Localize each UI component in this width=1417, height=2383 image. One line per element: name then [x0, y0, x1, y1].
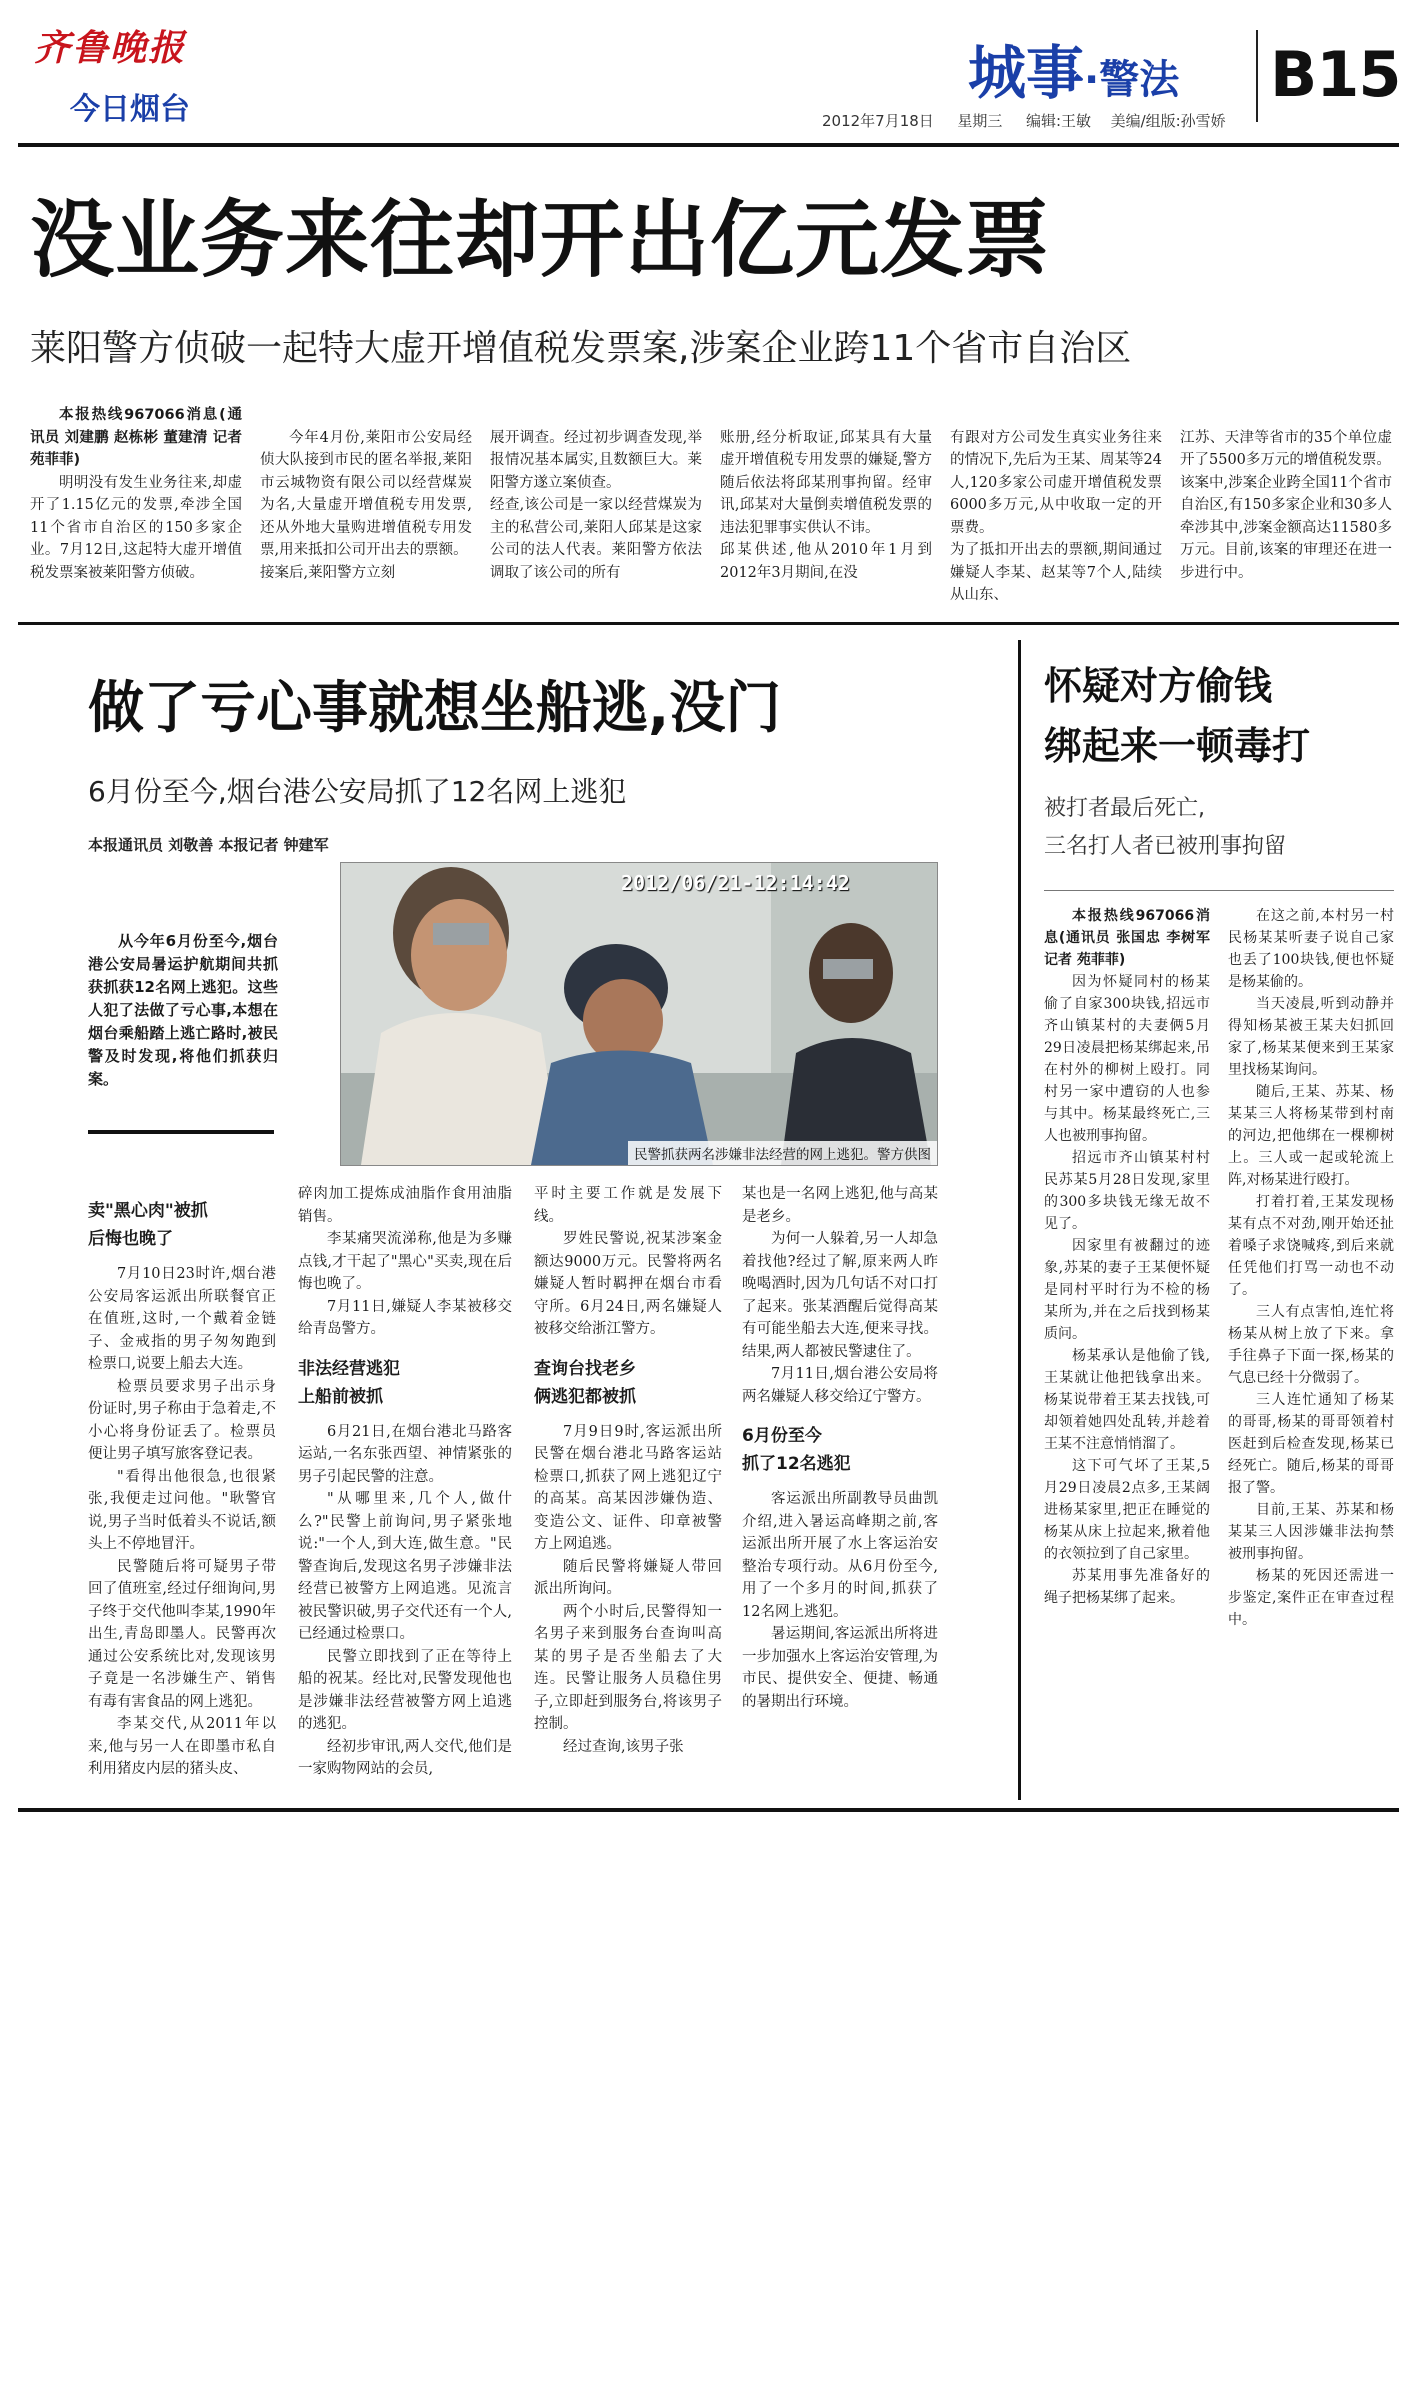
story3-paragraph: 杨某承认是他偷了钱,王某就让他把钱拿出来。杨某说带着王某去找钱,可却领着她四处乱转,并趁着王某不注意悄悄溜了。 [1044, 1348, 1210, 1452]
story2-byline: 本报通讯员 刘敬善 本报记者 钟建军 [88, 836, 329, 854]
story1-column-3 [490, 404, 702, 594]
photo-caption: 民警抓获两名涉嫌非法经营的网上逃犯。警方供图 [628, 1141, 937, 1165]
story2-subhead: 6月份至今,烟台港公安局抓了12名网上逃犯 [88, 775, 627, 808]
story3-paragraph: 因家里有被翻过的迹象,苏某的妻子王某便怀疑是同村平时行为不检的杨某所为,并在之后找到杨某质问。 [1044, 1238, 1210, 1342]
story3-headline-line2: 绑起来一顿毒打 [1044, 724, 1311, 768]
story2-paragraph: 碎肉加工提炼成油脂作食用油脂销售。 [298, 1186, 512, 1225]
story3-headline [1044, 656, 1394, 776]
story3-headline-line1: 怀疑对方偷钱 [1044, 664, 1273, 708]
story3-column-2 [1228, 905, 1394, 1795]
page-bottom-rule [18, 1808, 1399, 1812]
designer: 美编/组版:孙雪娇 [1110, 112, 1226, 130]
story2-paragraph: 7月10日23时许,烟台港公安局客运派出所联餐官正在值班,这时,一个戴着金链子、金戒指的男子匆匆跑到检票口,说要上船去大连。 [88, 1266, 276, 1372]
story2-paragraph: 检票员要求男子出示身份证时,男子称由于急着走,不小心将身份证丢了。检票员便让男子填写旅客登记表。 [88, 1378, 276, 1462]
story3-paragraph: 因为怀疑同村的杨某偷了自家300块钱,招远市齐山镇某村的夫妻俩5月29日凌晨把杨某绑起来,吊在村外的柳树上殴打。同村另一家中遭窃的人也参与其中。杨某最终死亡,三人也被刑事拘留。 [1044, 974, 1210, 1144]
story2-paragraph: 民警随后将可疑男子带回了值班室,经过仔细询问,男子终于交代他叫李某,1990年出生,青岛即墨人。民警再次通过公安系统比对,发现该男子竟是一名涉嫌生产、销售有毒有害食品的网上逃犯。 [88, 1558, 276, 1710]
story2-paragraph: "从哪里来,几个人,做什么?"民警上前询问,男子紧张地说:"一个人,到大连,做生意。"民警查询后,发现这名男子涉嫌非法经营已被警方上网追逃。见流言被民警识破,男子交代还有一个人,已经通过检票口。 [298, 1491, 512, 1642]
story3-paragraph: 当天凌晨,听到动静并得知杨某被王某夫妇抓回家了,杨某某便来到王某家里找杨某询问。 [1228, 996, 1394, 1078]
story1-column-2 [260, 404, 472, 594]
date: 2012年7月18日 [822, 112, 934, 130]
section-divider [1256, 30, 1258, 122]
page-number: B15 [1270, 38, 1401, 111]
story1-column-6 [1180, 404, 1392, 594]
story3-paragraph: 杨某的死因还需进一步鉴定,案件正在审查过程中。 [1228, 1568, 1394, 1628]
story2-paragraph: "看得出他很急,也很紧张,我便走过问他。"耿警官说,男子当时低着头不说话,额头上不停地冒汗。 [88, 1468, 276, 1552]
story2-subhead-2: 非法经营逃犯 上船前被抓 [298, 1358, 400, 1407]
story2-paragraph: 7月11日,嫌疑人李某被移交给青岛警方。 [298, 1298, 512, 1337]
story3-paragraph: 苏某用事先准备好的绳子把杨某绑了起来。 [1044, 1568, 1210, 1606]
story1-column-4 [720, 404, 932, 594]
story-divider [1018, 640, 1021, 1800]
story2-column-4 [742, 1183, 938, 1793]
story2-subhead-3: 查询台找老乡 俩逃犯都被抓 [534, 1358, 636, 1407]
story1-bottom-rule [18, 622, 1399, 625]
story1-column-5 [950, 404, 1162, 603]
story1-paragraph: 展开调查。经过初步调查发现,举报情况基本属实,且数额巨大。莱阳警方遂立案侦查。 经查,该公司是一家以经营煤炭为主的私营公司,莱阳人邱某是这家公司的法人代表。莱阳警方依法调取了该公司的所有 [490, 429, 702, 581]
story2-paragraph: 民警立即找到了正在等待上船的祝某。经比对,民警发现他也是涉嫌非法经营被警方网上追逃的逃犯。 [298, 1648, 512, 1732]
section-title [968, 26, 1180, 107]
story3-subhead-line2: 三名打人者已被刑事拘留 [1044, 834, 1287, 859]
story3-paragraph: 三人有点害怕,连忙将杨某从树上放了下来。拿手往鼻子下面一探,杨某的气息已经十分微弱了。 [1228, 1304, 1394, 1386]
story2-intro-text: 从今年6月份至今,烟台港公安局暑运护航期间共抓获抓获12名网上逃犯。这些人犯了法做了亏心事,本想在烟台乘船踏上逃亡路时,被民警及时发现,将他们抓获归案。 [88, 932, 278, 1088]
story1-byline: 本报热线967066消息(通讯员 刘建鹏 赵栋彬 董建清 记者 苑菲菲) [30, 407, 242, 468]
story2-paragraph: 经过查询,该男子张 [563, 1738, 684, 1755]
story2-column-3 [534, 1183, 722, 1793]
story2-paragraph: 暑运期间,客运派出所将进一步加强水上客运治安管理,为市民、提供安全、便捷、畅通的暑期出行环境。 [742, 1626, 938, 1710]
story3-paragraph: 三人连忙通知了杨某的哥哥,杨某的哥哥领着村医赶到后检查发现,杨某已经死亡。随后,杨某的哥哥报了警。 [1228, 1392, 1394, 1496]
section-main: 城事 [968, 39, 1085, 107]
story3-rule [1044, 890, 1394, 891]
story2-paragraph: 经初步审讯,两人交代,他们是一家购物网站的会员, [298, 1738, 512, 1777]
story2-paragraph: 某也是一名网上逃犯,他与高某是老乡。 [742, 1186, 938, 1225]
story2-column-2 [298, 1183, 512, 1793]
story2-paragraph: 7月11日,烟台港公安局将两名嫌疑人移交给辽宁警方。 [742, 1366, 938, 1405]
story2-paragraph: 随后民警将嫌疑人带回派出所询问。 [534, 1558, 722, 1597]
weekday: 星期三 [957, 112, 1003, 130]
story1-paragraph: 江苏、天津等省市的35个单位虚开了5500多万元的增值税发票。 该案中,涉案企业跨全国11个省市自治区,有150多家企业和30多人牵涉其中,涉案金额高达11580多万元。目前,该案的审理还在进一步进行中。 [1180, 429, 1392, 581]
story1-subhead: 莱阳警方侦破一起特大虚开增值税发票案,涉案企业跨11个省市自治区 [30, 328, 1132, 369]
story1-paragraph: 明明没有发生业务往来,却虚开了1.15亿元的发票,牵涉全国11个省市自治区的150多家企业。7月12日,这起特大虚开增值税发票案被莱阳警方侦破。 [30, 474, 242, 581]
story2-paragraph: 客运派出所副教导员曲凯介绍,进入暑运高峰期之前,客运派出所开展了水上客运治安整治专项行动。从6月份至今,用了一个多月的时间,抓获了12名网上逃犯。 [742, 1491, 938, 1620]
story1-paragraph: 有跟对方公司发生真实业务往来的情况下,先后为王某、周某等24人,120多家公司虚开增值税发票6000多万元,从中收取一定的开票费。 为了抵扣开出去的票额,期间通过嫌疑人李某、赵某等7个人,陆续从山东、 [950, 429, 1162, 603]
story2-paragraph: 7月9日9时,客运派出所民警在烟台港北马路客运站检票口,抓获了网上逃犯辽宁的高某。高某因涉嫌伪造、变造公文、证件、印章被警方上网追逃。 [534, 1423, 722, 1552]
story2-paragraph: 6月21日,在烟台港北马路客运站,一名东张西望、神情紧张的男子引起民警的注意。 [298, 1423, 512, 1485]
photo-timestamp: 2012/06/21-12:14:42 [621, 871, 850, 895]
story3-paragraph: 招远市齐山镇某村村民苏某5月28日发现,家里的300多块钱无缘无故不见了。 [1044, 1150, 1210, 1232]
date-line [822, 110, 1226, 131]
story2-headline: 做了亏心事就想坐船逃,没门 [88, 676, 782, 741]
story2-paragraph: 为何一人躲着,另一人却急着找他?经过了解,原来两人昨晚喝酒时,因为几句话不对口打了起来。张某酒醒后觉得高某有可能坐船去大连,便来寻找。结果,两人都被民警逮住了。 [742, 1231, 938, 1360]
photo-scene [341, 863, 937, 1165]
story1-column-1 [30, 404, 242, 594]
story3-paragraph: 随后,王某、苏某、杨某某三人将杨某带到村南的河边,把他绑在一棵柳树上。三人或一起或轮流上阵,对杨某进行殴打。 [1228, 1084, 1394, 1188]
story2-intro-rule [88, 1130, 274, 1134]
story2-intro [88, 930, 278, 1120]
story3-byline: 本报热线967066消息(通讯员 张国忠 李树军 记者 苑菲菲) [1044, 908, 1210, 968]
story1-paragraph: 今年4月份,莱阳市公安局经侦大队接到市民的匿名举报,莱阳市云城物资有限公司以经营煤炭为名,大量虚开增值税专用发票,还从外地大量购进增值税专用发票,用来抵扣公司开出去的票额。 接案后,莱阳警方立刻 [260, 429, 472, 581]
story2-paragraph: 两个小时后,民警得知一名男子来到服务台查询叫高某的男子是否坐船去了大连。民警让服务人员稳住男子,立即赶到服务台,将该男子控制。 [534, 1603, 722, 1732]
editor: 编辑:王敏 [1025, 112, 1092, 130]
masthead [0, 0, 1417, 140]
story2-paragraph: 罗姓民警说,祝某涉案金额达9000万元。民警将两名嫌疑人暂时羁押在烟台市看守所。6月24日,两名嫌疑人被移交给浙江警方。 [534, 1231, 722, 1337]
story3-paragraph: 目前,王某、苏某和杨某某三人因涉嫌非法拘禁被刑事拘留。 [1228, 1502, 1394, 1562]
story3-paragraph: 在这之前,本村另一村民杨某某听妻子说自己家也丢了100块钱,便也怀疑是杨某偷的。 [1228, 908, 1394, 990]
story2-subhead-4: 6月份至今 抓了12名逃犯 [742, 1426, 851, 1474]
section-sub: ·警法 [1084, 57, 1180, 103]
masthead-rule [18, 143, 1399, 147]
story3-paragraph: 打着打着,王某发现杨某有点不对劲,刚开始还扯着嗓子求饶喊疼,到后来就任凭他们打骂一动也不动了。 [1228, 1194, 1394, 1298]
news-photo [340, 862, 938, 1166]
story2-paragraph: 李某痛哭流涕称,他是为多赚点钱,才干起了"黑心"买卖,现在后悔也晚了。 [298, 1231, 512, 1292]
story1-headline: 没业务来往却开出亿元发票 [30, 191, 1051, 289]
story3-subhead-line1: 被打者最后死亡, [1044, 796, 1205, 821]
story1-paragraph: 账册,经分析取证,邱某具有大量虚开增值税专用发票的嫌疑,警方随后依法将邱某刑事拘留。经审讯,邱某对大量倒卖增值税发票的违法犯罪事实供认不讳。 邱某供述,他从2010年1月到2012年3月期间,在没 [720, 429, 932, 581]
story3-paragraph: 这下可气坏了王某,5月29日凌晨2点多,王某阔进杨某家里,把正在睡觉的杨某从床上拉起来,揪着他的衣领拉到了自己家里。 [1044, 1458, 1210, 1562]
story3-subhead [1044, 790, 1394, 866]
story2-subhead-1: 卖"黑心肉"被抓 后悔也晚了 [88, 1201, 208, 1249]
story2-column-1 [88, 1183, 276, 1793]
story2-paragraph: 李某交代,从2011年以来,他与另一人在即墨市私自利用猪皮内层的猪头皮、 [88, 1716, 276, 1777]
story2-paragraph: 平时主要工作就是发展下线。 [534, 1186, 722, 1225]
newspaper-logo: 齐鲁晚报 [34, 27, 187, 69]
story3-column-1 [1044, 905, 1210, 1795]
edition-name: 今日烟台 [70, 92, 190, 127]
